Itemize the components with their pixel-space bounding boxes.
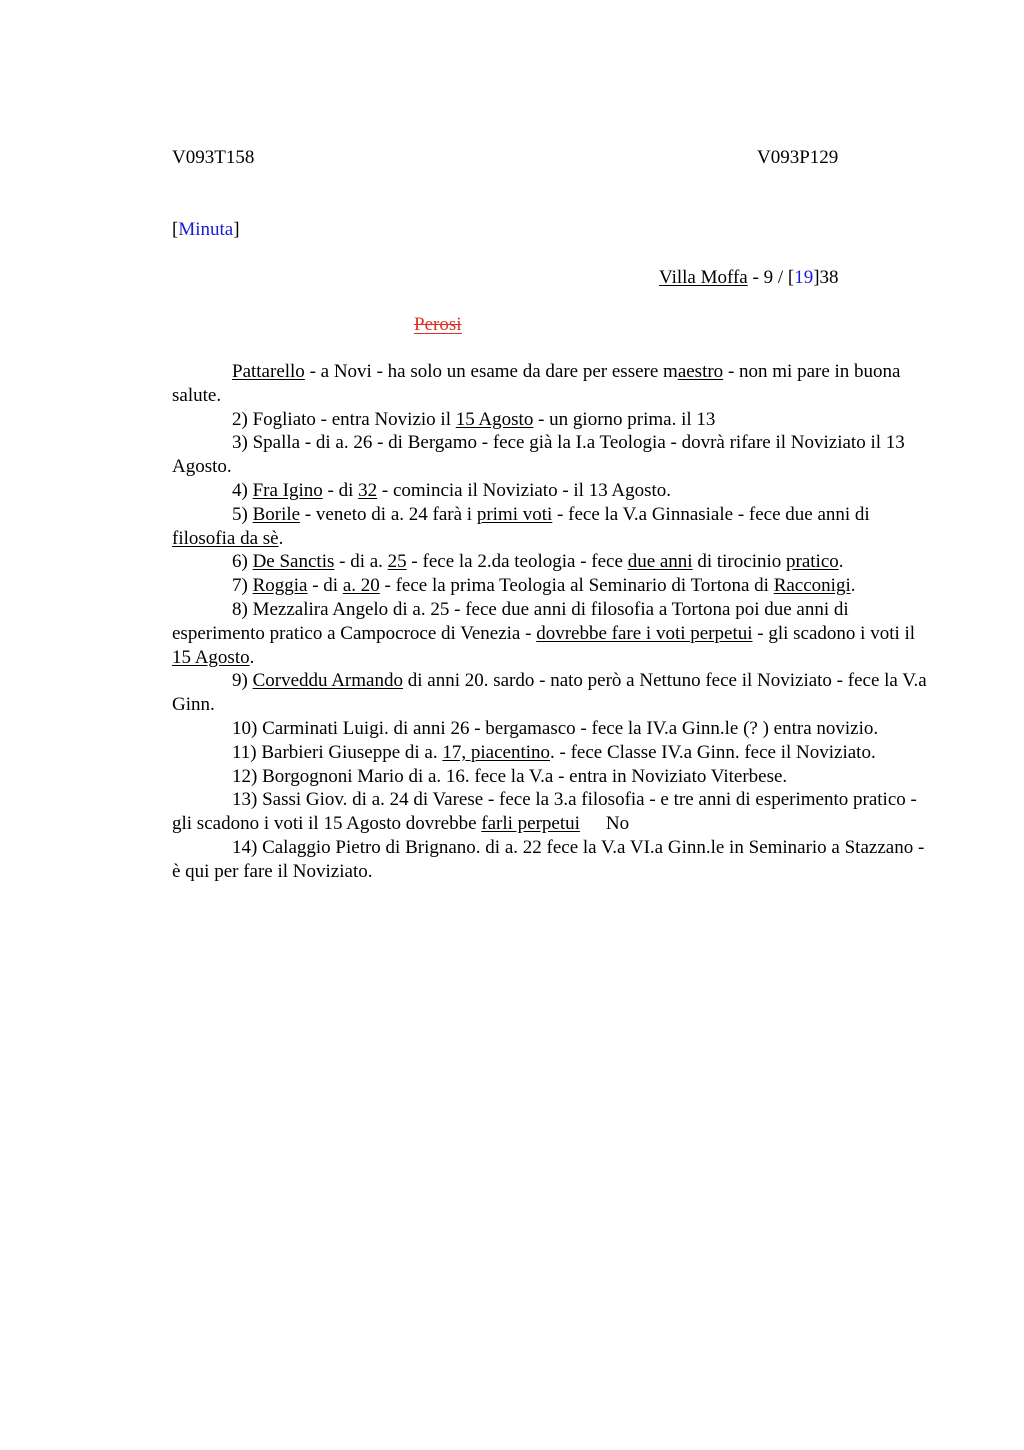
entry-text: 13) Sassi Giov. di a. 24 di Varese - fece la 3.a filosofia - e tre anni di esperimento pratico - gli scadono i voti il 15 Agosto dovrebbe [172,789,917,835]
dateline-rest: ]38 [813,267,839,288]
minuta-close-bracket: ] [233,219,240,240]
entry-underlined-text: filosofia da sè [172,527,279,549]
dateline-place: Villa Moffa [659,267,748,288]
dateline-century: 19 [794,267,814,288]
entry-underlined-text: Borile [252,503,301,525]
entry-underlined-text: aestro [677,361,724,382]
entry-paragraph [172,765,932,789]
entry-paragraph [172,717,932,741]
entry-text: 9) [232,670,253,692]
entry-paragraph [172,598,932,669]
entry-text: . [249,646,255,668]
entry-text: 4) [232,479,253,501]
entry-text: - di [322,479,359,501]
entry-underlined-text: pratico [786,551,839,573]
entry-underlined-text: Pattarello [232,361,305,382]
entry-underlined-text: Fra Igino [252,479,323,501]
entry-text: - gli scadono i voti il [752,622,916,644]
entry-underlined-text: Racconigi [773,575,851,597]
entry-underlined-text: Corveddu Armando [252,670,403,692]
entry-underlined-text: 15 Agosto [172,646,250,668]
minuta-word: Minuta [178,219,234,240]
entry-underlined-text: 25 [387,551,407,573]
struck-name-text: Perosi [414,314,462,335]
entry-paragraph [172,836,932,884]
entry-text: - fece la V.a Ginnasiale - fece due anni di [552,503,870,525]
entry-paragraph [172,360,932,408]
entry-text: . [838,551,844,573]
entry-paragraph [172,574,932,598]
entry-text: 8) Mezzalira Angelo di a. 25 - fece due anni di filosofia a Tortona poi due anni di esperimento pratico a Campocroce di Venezia - [172,598,849,644]
entry-paragraph [172,741,932,765]
entry-underlined-text: De Sanctis [252,551,335,573]
entry-text: - di [307,575,343,597]
entry-text: 11) Barbieri Giuseppe di a. [232,741,443,763]
entry-text: - non mi pare in buona salute. [172,361,901,406]
entry-text: di tirocinio [692,551,786,573]
entry-underlined-text: a. 20 [342,575,380,597]
entry-text: - fece la 2.da teologia - fece [406,551,628,573]
entry-text: 10) Carminati Luigi. di anni 26 - bergamasco - fece la IV.a Ginn.le (? ) entra novizio. [232,717,879,739]
entry-text: No [605,813,630,835]
entry-text: - comincia il Noviziato - il 13 Agosto. [377,479,672,501]
dateline-mid: - 9 / [ [747,267,795,288]
header-right-code: V093P129 [757,147,839,168]
entry-text: - di a. [334,551,388,573]
entry-underlined-text: Roggia [252,575,308,597]
entry-text: 3) Spalla - di a. 26 - di Bergamo - fece già la I.a Teologia - dovrà rifare il Noviziato il 13 Agosto. [172,432,905,478]
entry-paragraph [172,431,932,479]
entry-text: di anni 20. sardo - nato però a Nettuno fece il Noviziato - fece la V.a Ginn. [172,670,927,716]
entry-paragraph [172,788,932,836]
minuta-open-bracket: [ [172,219,179,240]
entry-paragraph [172,550,932,574]
entry-underlined-text: due anni [627,551,693,573]
dateline [659,266,839,290]
entry-underlined-text: 32 [358,479,378,501]
entry-text: 6) [232,551,253,573]
entry-underlined-text: primi voti [476,503,553,525]
entry-text: . [278,527,284,549]
entry-paragraph [172,503,932,551]
entry-text: . - fece Classe IV.a Ginn. fece il Noviziato. [550,741,876,763]
entry-text: - a Novi - ha solo un esame da dare per essere m [304,361,678,382]
entry-underlined-text: farli perpetui [481,813,580,835]
entry-text: 7) [232,575,253,597]
entry-text: 12) Borgognoni Mario di a. 16. fece la V.a - entra in Noviziato Viterbese. [232,765,788,787]
entry-text: - veneto di a. 24 farà i [300,503,477,525]
entry-text: . [850,575,856,597]
entry-text: - fece la prima Teologia al Seminario di Tortona di [379,575,774,597]
entry-text: 2) Fogliato - entra Novizio il [232,408,456,430]
entries-list [172,360,932,884]
entry-text: - un giorno prima. il 13 [533,408,716,430]
entry-paragraph [172,479,932,503]
entry-text: 5) [232,503,253,525]
minuta-label [172,218,240,242]
entry-underlined-text: 15 Agosto [455,408,534,430]
struck-name [414,313,462,337]
header-left-code: V093T158 [172,147,255,168]
entry-underlined-text: dovrebbe fare i voti perpetui [536,622,753,644]
entry-paragraph [172,408,932,432]
entry-paragraph [172,669,932,717]
entry-underlined-text: 17, piacentino [442,741,550,763]
entry-text: 14) Calaggio Pietro di Brignano. di a. 22 fece la V.a VI.a Ginn.le in Seminario a Stazzano - è qui per fare il Noviziato. [172,836,925,882]
